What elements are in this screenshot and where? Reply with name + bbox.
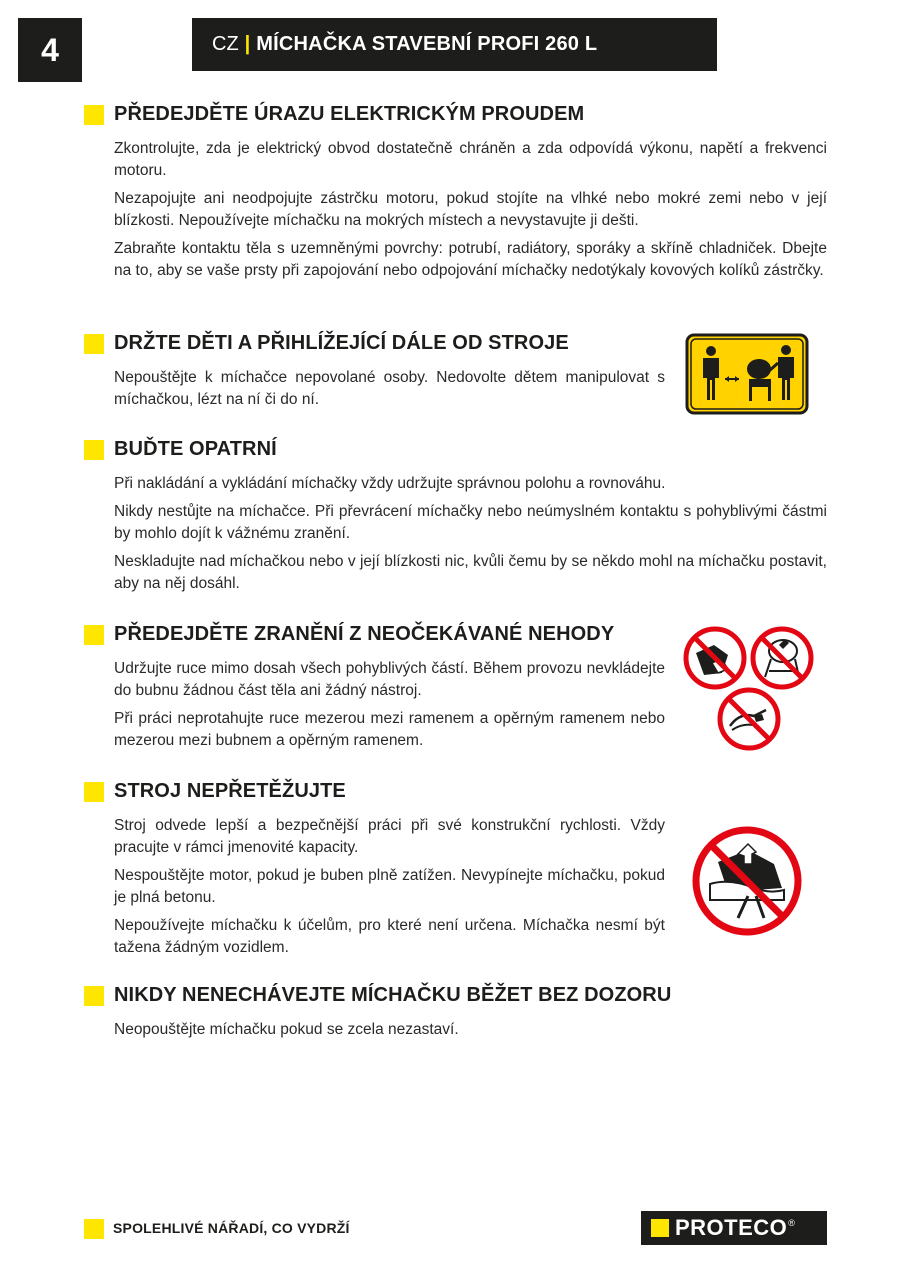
section-electric-shock <box>84 104 827 288</box>
paragraph: Zkontrolujte, zda je elektrický obvod dostatečně chráněn a zda odpovídá výkonu, napětí a frekvenci motoru. <box>114 140 827 179</box>
footer-bullet <box>84 1219 104 1239</box>
header-bar <box>192 18 717 71</box>
section-bullet <box>84 105 104 125</box>
paragraph: Nepoužívejte míchačku k účelům, pro které není určena. Míchačka nesmí být tažena žádným vozidlem. <box>114 917 665 956</box>
section-bullet <box>84 986 104 1006</box>
paragraph: Udržujte ruce mimo dosah všech pohyblivých částí. Během provozu nevkládejte do bubnu žádnou část těla ani žádný nástroj. <box>114 660 665 699</box>
section-accident-prevention <box>84 624 665 758</box>
section-bullet <box>84 440 104 460</box>
section-title: BUĎTE OPATRNÍ <box>114 438 277 460</box>
section-keep-children-away <box>84 333 665 417</box>
section-title: STROJ NEPŘETĚŽUJTE <box>114 780 346 802</box>
no-tool-in-mixer-icon <box>749 625 815 691</box>
paragraph: Neskladujte nad míchačkou nebo v její blízkosti nic, kvůli čemu by se někdo mohl na míchačku postavit, aby na něj dosáhl. <box>114 553 827 592</box>
paragraph: Nespouštějte motor, pokud je buben plně zatížen. Nevypínejte míchačku, pokud je plná betonu. <box>114 867 665 906</box>
paragraph: Při nakládání a vykládání míchačky vždy udržujte správnou polohu a rovnováhu. <box>114 475 666 492</box>
paragraph: Nikdy nestůjte na míchačce. Při převrácení míchačky nebo neúmyslném kontaktu s pohyblivými částmi by mohlo dojít k vážnému zranění. <box>114 503 827 542</box>
paragraph: Zabraňte kontaktu těla s uzemněnými povrchy: potrubí, radiátory, sporáky a skříně chladniček. Dbejte na to, aby se vaše prsty při zapojování nebo odpojování míchačky nedotýkaly kovových kolíků zástrčky. <box>114 240 827 279</box>
paragraph: Nezapojujte ani neodpojujte zástrčku motoru, pokud stojíte na vlhké nebo mokré zemi nebo v její blízkosti. Nepoužívejte míchačku na mokrých místech a nevystavujte ji dešti. <box>114 190 827 229</box>
page-number: 4 <box>18 18 82 82</box>
no-hands-in-drum-icon <box>682 625 748 691</box>
brand-logo <box>641 1211 827 1245</box>
header-title: MÍCHAČKA STAVEBNÍ PROFI 260 L <box>256 33 598 55</box>
brand-square-icon <box>651 1219 669 1237</box>
keep-distance-warning-icon <box>685 333 809 415</box>
registered-mark: ® <box>788 1218 795 1228</box>
paragraph: Nepouštějte k míchačce nepovolané osoby. Nedovolte dětem manipulovat s míchačkou, lézt na ní či do ní. <box>114 369 665 408</box>
brand-name: PROTECO <box>675 1215 788 1240</box>
section-bullet <box>84 625 104 645</box>
paragraph: Při práci neprotahujte ruce mezerou mezi ramenem a opěrným ramenem nebo mezerou mezi bubnem a opěrným ramenem. <box>114 710 665 749</box>
section-never-unattended <box>84 985 827 1047</box>
section-do-not-overload <box>84 781 665 965</box>
no-overloading-icon <box>690 824 804 938</box>
header-separator: | <box>244 33 251 55</box>
section-bullet <box>84 782 104 802</box>
section-be-careful <box>84 439 827 601</box>
section-title: DRŽTE DĚTI A PŘIHLÍŽEJÍCÍ DÁLE OD STROJE <box>114 332 569 354</box>
paragraph: Neopouštějte míchačku pokud se zcela nezastaví. <box>114 1021 459 1038</box>
section-bullet <box>84 334 104 354</box>
section-title: PŘEDEJDĚTE ZRANĚNÍ Z NEOČEKÁVANÉ NEHODY <box>114 623 615 645</box>
section-title: NIKDY NENECHÁVEJTE MÍCHAČKU BĚŽET BEZ DOZORU <box>114 984 672 1006</box>
footer-slogan: SPOLEHLIVÉ NÁŘADÍ, CO VYDRŽÍ <box>113 1220 350 1236</box>
no-arm-through-gap-icon <box>716 686 782 752</box>
header-language: CZ <box>212 33 239 55</box>
paragraph: Stroj odvede lepší a bezpečnější práci při své konstrukční rychlosti. Vždy pracujte v rámci jmenovité kapacity. <box>114 817 665 856</box>
section-title: PŘEDEJDĚTE ÚRAZU ELEKTRICKÝM PROUDEM <box>114 103 585 125</box>
